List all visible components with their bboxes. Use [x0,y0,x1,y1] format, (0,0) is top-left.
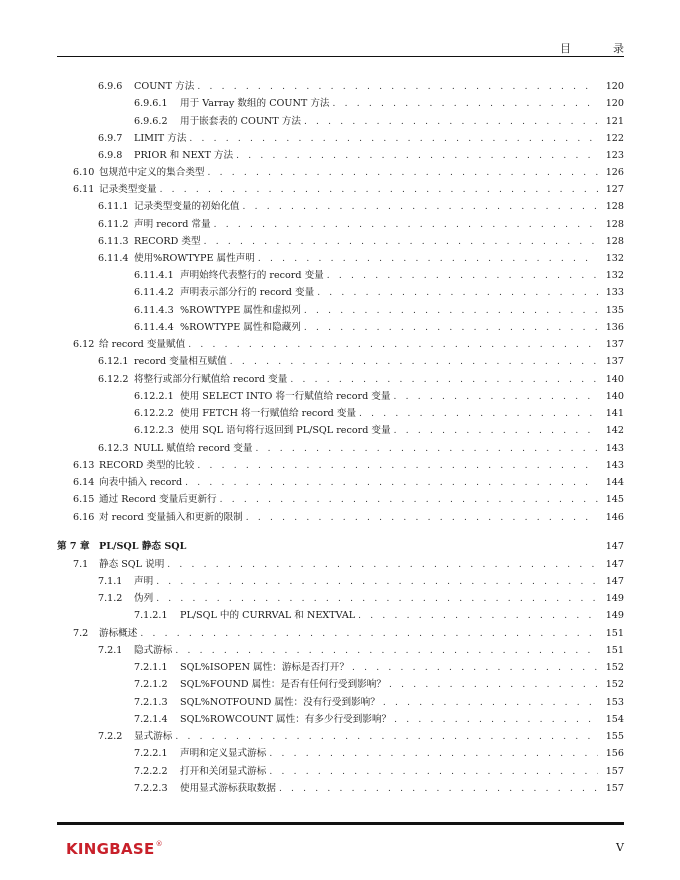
toc-dot-leader [197,461,598,471]
toc-entry[interactable] [98,147,624,163]
toc-entry[interactable] [73,474,624,490]
toc-entry-number: 6.9.6.2 [134,116,168,127]
toc-entry-page: 157 [605,766,624,777]
toc-entry-page: 154 [605,714,624,725]
toc-entry-page: 143 [605,460,624,471]
toc-entry-number: 6.12.2.1 [134,391,174,402]
toc-entry-title: 游标概述 [99,628,138,639]
toc-entry-title: NULL 赋值给 record 变量 [134,443,253,454]
toc-entry-page: 128 [605,236,624,247]
toc-entry-number: 6.11.2 [98,219,129,230]
toc-dot-leader [160,185,598,195]
toc-entry-page: 142 [605,425,624,436]
toc-entry-number: 6.13 [73,460,95,471]
toc-entry-title: 向表中插入 record [99,477,183,488]
toc-entry-page: 132 [605,253,624,264]
toc-entry-number: 6.12 [73,339,95,350]
toc-entry[interactable] [73,491,624,507]
toc-entry-number: 7.1 [73,559,89,570]
toc-entry-page: 141 [605,408,624,419]
toc-entry[interactable] [98,590,624,606]
toc-entry-number: 6.11.4.2 [134,287,174,298]
toc-dot-leader [243,202,598,212]
toc-entry-page: 135 [605,305,624,316]
toc-dot-leader [304,323,598,333]
toc-entry-number: 6.12.2.2 [134,408,174,419]
toc-entry[interactable] [134,422,624,438]
toc-entry-title: 包规范中定义的集合类型 [99,167,205,178]
toc-entry-title: 用于 Varray 数组的 COUNT 方法 [180,98,330,109]
toc-entry-title: 使用 SQL 语句将行返回到 PL/SQL record 变量 [180,425,391,436]
toc-dot-leader [197,82,598,92]
toc-entry-title: RECORD 类型的比较 [99,460,195,471]
toc-dot-leader [333,99,598,109]
toc-entry-title: 用于嵌套表的 COUNT 方法 [180,116,301,127]
toc-entry[interactable] [98,573,624,589]
toc-entry[interactable] [73,556,624,572]
toc-dot-leader [236,151,598,161]
toc-entry-title: 记录类型变量的初始化值 [134,201,240,212]
toc-dot-leader [304,117,598,127]
toc-dot-leader [290,375,598,385]
toc-entry-number: 7.1.1 [98,576,123,587]
toc-entry[interactable] [98,198,624,214]
toc-chapter-entry[interactable] [57,538,624,554]
toc-entry[interactable] [134,711,624,727]
toc-entry[interactable] [134,607,624,623]
toc-entry-title: record 变量相互赋值 [134,356,227,367]
toc-entry-number: 7.2.2.3 [134,783,168,794]
toc-entry-number: 7.2 [73,628,89,639]
toc-entry-page: 140 [605,391,624,402]
toc-dot-leader [358,611,598,621]
toc-entry[interactable] [134,319,624,335]
toc-entry[interactable] [73,509,624,525]
toc-entry[interactable] [98,78,624,94]
toc-entry[interactable] [98,642,624,658]
toc-entry-title: 使用 FETCH 将一行赋值给 record 变量 [180,408,357,419]
toc-entry[interactable] [73,181,624,197]
toc-entry-page: 140 [605,374,624,385]
toc-entry-number: 7.2.1.3 [134,697,168,708]
toc-entry-page: 151 [605,645,624,656]
toc-entry-number: 6.16 [73,512,95,523]
toc-entry-number: 6.15 [73,494,95,505]
toc-entry[interactable] [134,780,624,796]
toc-dot-leader [175,646,598,656]
toc-entry-page: 126 [605,167,624,178]
toc-entry-title: 声明和定义显式游标 [180,748,267,759]
toc-entry-page: 144 [605,477,624,488]
toc-entry-number: 6.12.1 [98,356,129,367]
toc-entry-page: 121 [605,116,624,127]
toc-entry-title: PL/SQL 中的 CURRVAL 和 NEXTVAL [180,610,356,621]
toc-entry-page: 156 [605,748,624,759]
toc-entry-number: 6.12.2 [98,374,129,385]
toc-dot-leader [220,495,598,505]
toc-entry-title: 使用 SELECT INTO 将一行赋值给 record 变量 [180,391,391,402]
toc-entry-number: 7.2.1.1 [134,662,168,673]
toc-entry[interactable] [134,302,624,318]
toc-entry-page: 128 [605,219,624,230]
logo-text: KINGBASE [66,840,155,858]
toc-entry-title: COUNT 方法 [134,81,195,92]
toc-entry-page: 128 [605,201,624,212]
toc-entry-title: %ROWTYPE 属性和虚拟列 [180,305,301,316]
toc-entry[interactable] [134,284,624,300]
toc-entry[interactable] [134,745,624,761]
toc-entry-title: 使用%ROWTYPE 属性声明 [134,253,255,264]
toc-entry-page: 153 [605,697,624,708]
toc-dot-leader [304,306,598,316]
toc-entry[interactable] [98,216,624,232]
toc-entry[interactable] [98,250,624,266]
toc-entry-page: 145 [605,494,624,505]
toc-dot-leader [383,698,598,708]
toc-entry[interactable] [134,388,624,404]
toc-entry-page: 127 [605,184,624,195]
toc-entry-title: 显式游标 [134,731,173,742]
toc-entry-page: 152 [605,662,624,673]
toc-entry-number: 6.11.4 [98,253,129,264]
toc-dot-leader [352,663,598,673]
toc-entry-page: 157 [605,783,624,794]
toc-dot-leader [208,168,598,178]
toc-dot-leader [189,134,598,144]
toc-entry-title: 对 record 变量插入和更新的限制 [99,512,243,523]
toc-entry-number: 7.2.2 [98,731,123,742]
toc-entry-page: 147 [605,576,624,587]
toc-dot-leader [156,577,598,587]
toc-dot-leader [140,629,598,639]
toc-entry-page: 146 [605,512,624,523]
toc-entry[interactable] [73,457,624,473]
page-number: V [616,841,624,854]
toc-entry-number: 6.11.4.4 [134,322,174,333]
toc-entry[interactable] [134,405,624,421]
toc-entry-number: 6.9.8 [98,150,123,161]
toc-entry[interactable] [98,728,624,744]
toc-entry-number: 7.2.2.2 [134,766,168,777]
toc-entry-page: 133 [605,287,624,298]
toc-entry-number: 6.12.2.3 [134,425,174,436]
toc-dot-leader [279,784,598,794]
toc-entry-number: 7.2.1.2 [134,679,168,690]
toc-entry-page: 132 [605,270,624,281]
toc-entry-page: 147 [605,541,624,552]
toc-entry-title: RECORD 类型 [134,236,201,247]
toc-entry-page: 120 [605,98,624,109]
toc-entry-title: SQL%FOUND 属性：是否有任何行受到影响？ [180,679,386,690]
toc-entry[interactable] [73,164,624,180]
toc-entry-page: 143 [605,443,624,454]
toc-dot-leader [175,732,598,742]
toc-entry-number: 第 7 章 [57,541,90,552]
toc-entry-page: 155 [605,731,624,742]
toc-dot-leader [258,254,598,264]
toc-entry-number: 7.2.2.1 [134,748,168,759]
toc-dot-leader [327,271,598,281]
toc-entry[interactable] [134,95,624,111]
toc-entry-title: SQL%ROWCOUNT 属性：有多少行受到影响？ [180,714,392,725]
toc-entry[interactable] [73,336,624,352]
toc-entry-title: SQL%ISOPEN 属性：游标是否打开？ [180,662,349,673]
toc-entry-number: 6.12.3 [98,443,129,454]
toc-entry-title: 使用显式游标获取数据 [180,783,276,794]
toc-entry-title: 隐式游标 [134,645,173,656]
toc-entry-number: 6.11.1 [98,201,129,212]
toc-entry-title: 静态 SQL 说明 [99,559,165,570]
toc-entry-title: LIMIT 方法 [134,133,187,144]
toc-entry-page: 151 [605,628,624,639]
toc-entry-title: SQL%NOTFOUND 属性：没有行受到影响？ [180,697,380,708]
toc-entry-title: 声明始终代表整行的 record 变量 [180,270,324,281]
toc-entry-title: 伪列 [134,593,154,604]
toc-dot-leader [188,340,598,350]
toc-entry[interactable] [134,659,624,675]
toc-dot-leader [246,513,598,523]
toc-entry-title: 记录类型变量 [99,184,157,195]
toc-entry-number: 6.14 [73,477,95,488]
toc-entry-title: 将整行或部分行赋值给 record 变量 [134,374,288,385]
toc-entry-number: 6.11.4.1 [134,270,174,281]
toc-dot-leader [393,392,598,402]
toc-entry[interactable] [98,353,624,369]
toc-entry[interactable] [134,267,624,283]
toc-entry[interactable] [73,625,624,641]
toc-entry-number: 6.9.7 [98,133,123,144]
header-title-right: 录 [613,42,624,55]
toc-entry-page: 137 [605,339,624,350]
toc-dot-leader [394,715,598,725]
toc-entry-title: 通过 Record 变量后更新行 [99,494,217,505]
toc-entry[interactable] [134,763,624,779]
toc-entry-number: 7.2.1 [98,645,123,656]
toc-entry-number: 6.10 [73,167,95,178]
toc-entry-title: 声明表示部分行的 record 变量 [180,287,315,298]
toc-entry-page: 149 [605,610,624,621]
toc-entry-title: 声明 [134,576,154,587]
toc-entry-page: 137 [605,356,624,367]
toc-entry-page: 147 [605,559,624,570]
header-title-left: 目 [560,42,571,55]
toc-entry-number: 6.9.6 [98,81,123,92]
toc-entry[interactable] [98,130,624,146]
toc-dot-leader [156,594,598,604]
toc-dot-leader [359,409,598,419]
kingbase-logo [66,840,163,858]
toc-dot-leader [269,767,598,777]
toc-dot-leader [204,237,598,247]
toc-dot-leader [269,749,598,759]
toc-entry-title: PL/SQL 静态 SQL [99,541,187,552]
toc-entry-page: 149 [605,593,624,604]
toc-entry-number: 7.1.2.1 [134,610,168,621]
toc-dot-leader [394,426,598,436]
toc-entry-number: 6.11 [73,184,95,195]
toc-dot-leader [167,560,598,570]
toc-entry-number: 6.9.6.1 [134,98,168,109]
toc-entry[interactable] [134,113,624,129]
toc-entry[interactable] [98,233,624,249]
toc-entry-page: 123 [605,150,624,161]
toc-entry-title: 打开和关闭显式游标 [180,766,267,777]
toc-entry-page: 120 [605,81,624,92]
toc-dot-leader [317,288,598,298]
toc-entry[interactable] [98,440,624,456]
toc-entry[interactable] [134,694,624,710]
toc-dot-leader [214,220,598,230]
toc-dot-leader [255,444,598,454]
toc-entry-page: 122 [605,133,624,144]
toc-entry[interactable] [134,676,624,692]
footer-rule [57,822,624,825]
toc-entry-number: 7.2.1.4 [134,714,168,725]
toc-entry-number: 6.11.4.3 [134,305,174,316]
toc-entry-page: 152 [605,679,624,690]
toc-dot-leader [230,357,598,367]
toc-dot-leader [185,478,598,488]
toc-entry-title: 给 record 变量赋值 [99,339,186,350]
toc-entry-number: 6.11.3 [98,236,129,247]
toc-entry[interactable] [98,371,624,387]
toc-entry-title: %ROWTYPE 属性和隐藏列 [180,322,301,333]
toc-entry-title: 声明 record 常量 [134,219,211,230]
toc-entry-page: 136 [605,322,624,333]
registered-mark: ® [155,840,163,848]
toc-entry-title: PRIOR 和 NEXT 方法 [134,150,234,161]
toc-entry-number: 7.1.2 [98,593,123,604]
toc-dot-leader [389,680,598,690]
